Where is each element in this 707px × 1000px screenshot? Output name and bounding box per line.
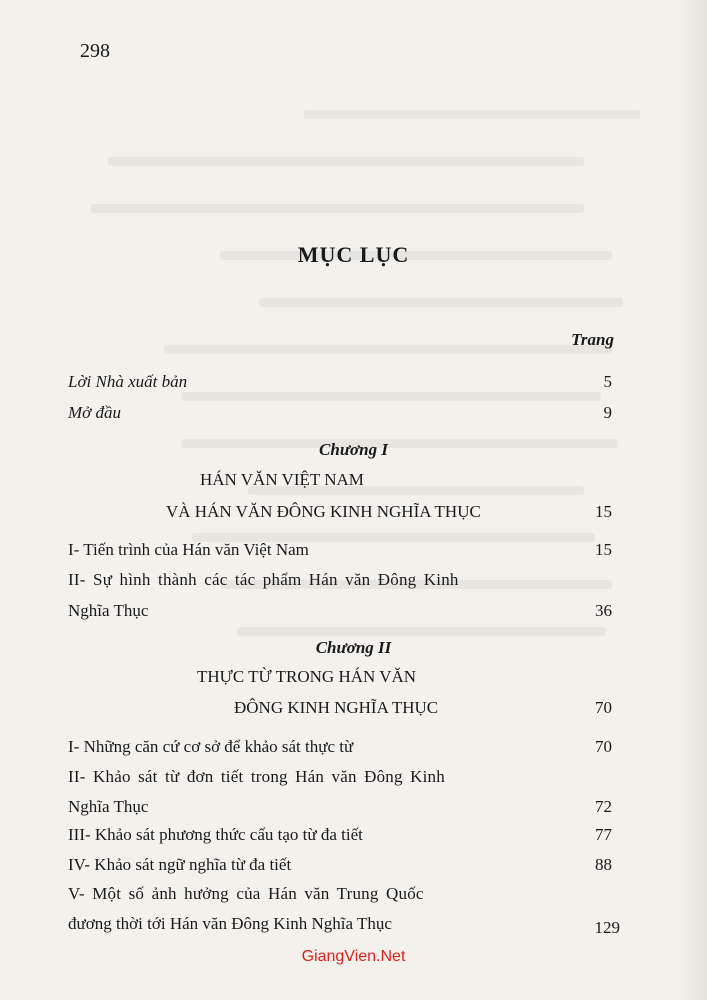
- toc-entry-label: I- Những căn cứ cơ sở để khảo sát thực từ: [68, 737, 354, 756]
- toc-entry-label: Nghĩa Thục: [68, 797, 149, 816]
- chapter-2-label: Chương II: [315, 638, 392, 657]
- toc-entry-label: IV- Khảo sát ngữ nghĩa từ đa tiết: [68, 855, 292, 874]
- toc-entry-label: V- Một số ảnh hưởng của Hán văn Trung Quốc: [68, 884, 424, 903]
- toc-entry-2-2-line1[interactable]: [68, 767, 612, 787]
- toc-entry-1-2-line2[interactable]: [68, 601, 612, 621]
- chapter-2-page: 70: [595, 698, 612, 717]
- toc-entry-page: 5: [603, 372, 612, 391]
- toc-entry-page: 15: [595, 540, 612, 559]
- page-edge-shadow: [677, 0, 707, 1000]
- toc-entry-2-1[interactable]: [68, 737, 612, 757]
- toc-entry-label: II- Khảo sát từ đơn tiết trong Hán văn Đông Kinh: [68, 767, 445, 786]
- toc-entry-label: đương thời tới Hán văn Đông Kinh Nghĩa Thục: [68, 914, 392, 933]
- toc-entry-label: Mở đầu: [68, 403, 121, 422]
- toc-entry-1-1[interactable]: [68, 540, 612, 560]
- toc-entry-page: 9: [603, 403, 612, 422]
- toc-entry-label: I- Tiến trình của Hán văn Việt Nam: [68, 540, 309, 559]
- chapter-2-title-line2: ĐÔNG KINH NGHĨA THỤC: [234, 698, 439, 717]
- toc-entry-label: Nghĩa Thục: [68, 601, 149, 620]
- toc-entry-page: 129: [594, 918, 620, 937]
- toc-entry-page: 88: [595, 855, 612, 874]
- toc-entry-page: 72: [595, 797, 612, 816]
- toc-entry-page: 36: [595, 601, 612, 620]
- page-column-header: Trang: [571, 330, 614, 349]
- toc-entry-publisher-note[interactable]: [68, 372, 612, 392]
- chapter-1-page: 15: [595, 502, 612, 521]
- toc-entry-label: II- Sự hình thành các tác phẩm Hán văn Đông Kinh: [68, 570, 459, 589]
- toc-entry-label: Lời Nhà xuất bản: [68, 372, 188, 391]
- page-number: 298: [80, 40, 110, 62]
- toc-entry-2-3[interactable]: [68, 825, 612, 845]
- chapter-2-title-line1: THỰC TỪ TRONG HÁN VĂN: [197, 667, 417, 686]
- toc-entry-page: 70: [595, 737, 612, 756]
- toc-entry-2-2-line2[interactable]: [68, 797, 612, 817]
- toc-entry-2-5-line2[interactable]: [68, 914, 620, 937]
- chapter-1-title-line2: VÀ HÁN VĂN ĐÔNG KINH NGHĨA THỤC: [166, 502, 481, 521]
- toc-entry-1-2-line1[interactable]: [68, 570, 612, 590]
- watermark-text: GiangVien.Net: [301, 948, 406, 965]
- toc-entry-2-5-line1[interactable]: [68, 884, 612, 904]
- toc-entry-introduction[interactable]: [68, 403, 612, 423]
- toc-entry-page: 77: [595, 825, 612, 844]
- toc-entry-2-4[interactable]: [68, 855, 612, 875]
- chapter-1-title-line1: HÁN VĂN VIỆT NAM: [200, 470, 364, 489]
- page-title: MỤC LỤC: [297, 242, 410, 267]
- chapter-1-label: Chương I: [319, 440, 388, 459]
- toc-entry-label: III- Khảo sát phương thức cấu tạo từ đa tiết: [68, 825, 363, 844]
